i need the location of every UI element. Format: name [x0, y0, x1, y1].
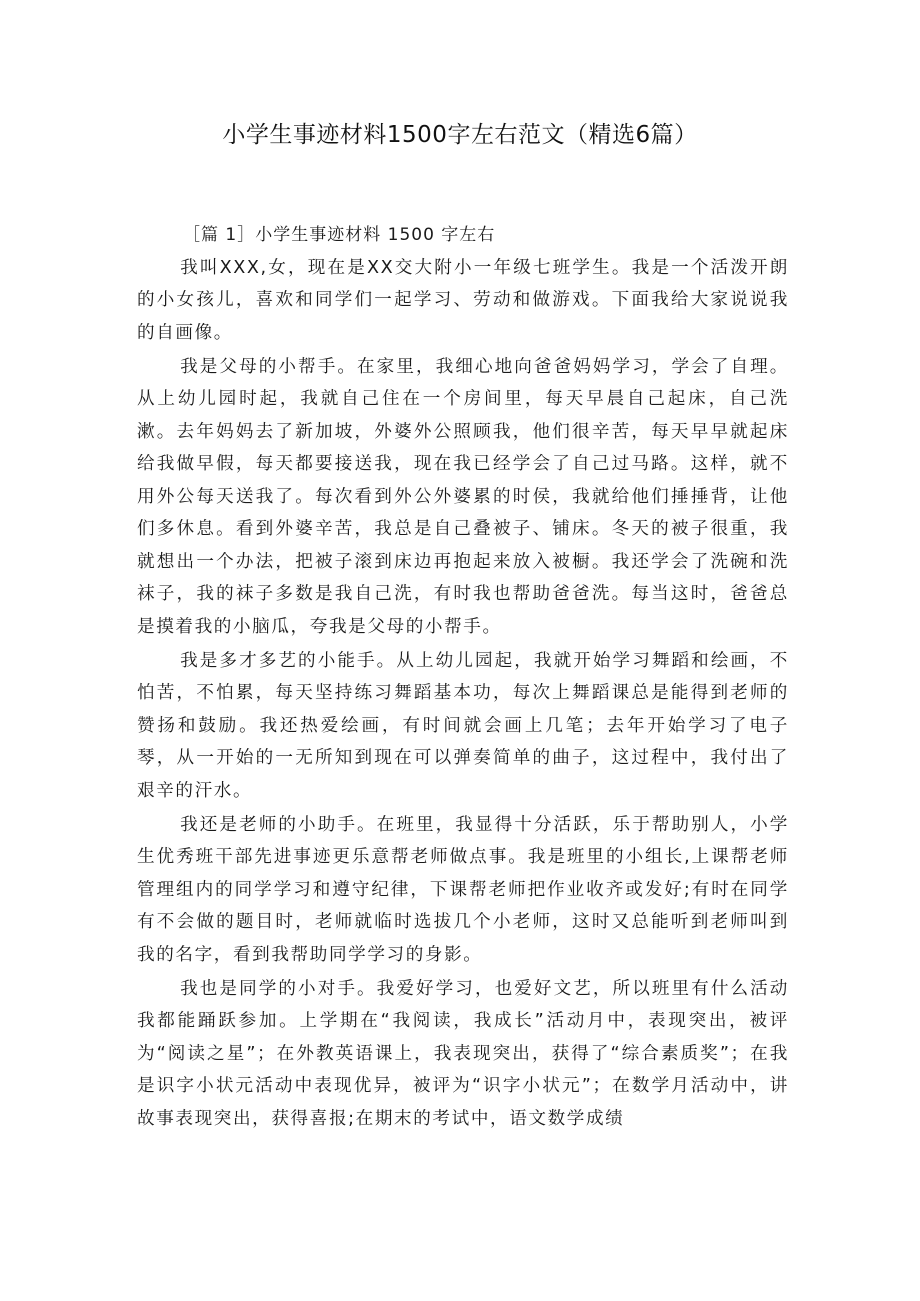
paragraph-classmates: 我也是同学的小对手。我爱好学习，也爱好文艺，所以班里有什么活动我都能踊跃参加。上学期在“我阅读，我成长”活动月中，表现突出，被评为“阅读之星”；在外教英语课上，我表现突出，获得了“综合素质奖”；在我是识字小状元活动中表现优异，被评为“识字小状元”；在数学月活动中，讲故事表现突出，获得喜报;在期末的考试中，语文数学成绩 — [137, 978, 789, 1129]
paragraph-parents-helper: 我是父母的小帮手。在家里，我细心地向爸爸妈妈学习，学会了自理。从上幼儿园时起，我就自己住在一个房间里，每天早晨自己起床，自己洗漱。去年妈妈去了新加坡，外婆外公照顾我，他们很辛苦，每天早早就起床给我做早假，每天都要接送我，现在我已经学会了自己过马路。这样，就不用外公每天送我了。每次看到外公外婆累的时侯，我就给他们捶捶背，让他们多休息。看到外婆辛苦，我总是自己叠被子、铺床。冬天的被子很重，我就想出一个办法，把被子滚到床边再抱起来放入被橱。我还学会了洗碗和洗袜子，我的袜子多数是我自己洗，有时我也帮助爸爸洗。每当这时，爸爸总是摸着我的小脑瓜，夸我是父母的小帮手。 — [137, 356, 789, 637]
section-heading: ［篇 1］小学生事迹材料 1500 字左右 — [183, 225, 496, 245]
document-title: 小学生事迹材料1500字左右范文（精选6篇） — [222, 122, 698, 148]
document-body — [137, 220, 789, 1136]
paragraph-teacher-assistant: 我还是老师的小助手。在班里，我显得十分活跃，乐于帮助别人，小学生优秀班干部先进事迹更乐意帮老师做点事。我是班里的小组长,上课帮老师管理组内的同学学习和遵守纪律，下课帮老师把作业收齐或发好;有时在同学有不会做的题目时，老师就临时选拔几个小老师，这时又总能听到老师叫到我的名字，看到我帮助同学学习的身影。 — [137, 814, 789, 965]
paragraph-talents: 我是多才多艺的小能手。从上幼儿园起，我就开始学习舞蹈和绘画，不怕苦，不怕累，每天坚持练习舞蹈基本功，每次上舞蹈课总是能得到老师的赞扬和鼓励。我还热爱绘画，有时间就会画上几笔；去年开始学习了电子琴，从一开始的一无所知到现在可以弹奏简单的曲子，这过程中，我付出了艰辛的汗水。 — [137, 650, 789, 801]
paragraph-intro: 我叫XXX,女，现在是XX交大附小一年级七班学生。我是一个活泼开朗的小女孩儿，喜欢和同学们一起学习、劳动和做游戏。下面我给大家说说我的自画像。 — [137, 257, 789, 343]
